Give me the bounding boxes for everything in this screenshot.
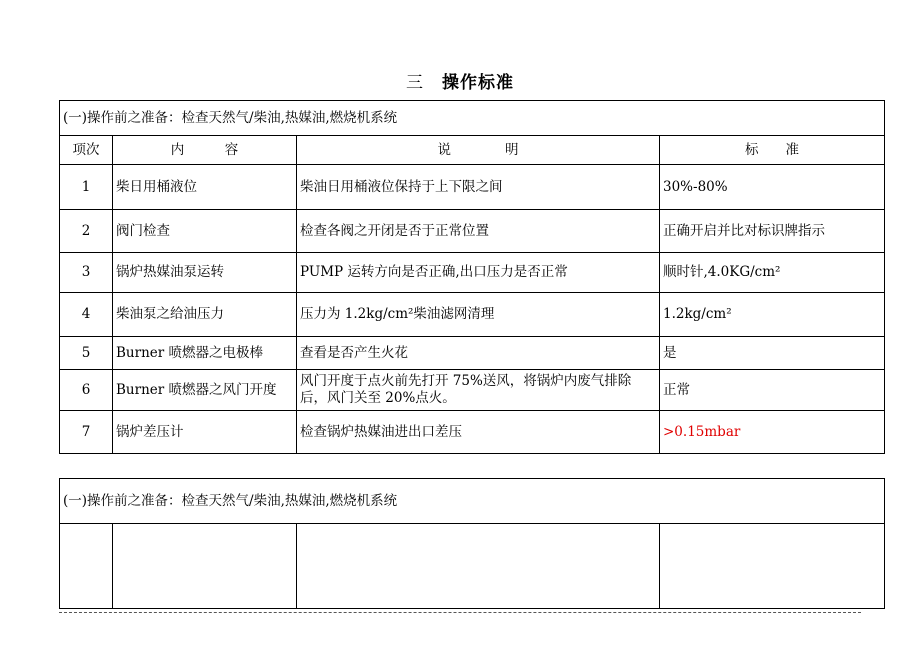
second-section-table: [59, 478, 885, 609]
title-number: 三: [406, 73, 424, 93]
section-header-row: [60, 479, 885, 524]
row-desc: 检查各阀之开闭是否于正常位置: [297, 210, 660, 253]
section-header-row: [60, 101, 885, 136]
row-desc: 检查锅炉热媒油进出口差压: [297, 411, 660, 454]
row-std: 正常: [660, 370, 885, 411]
col-header-item: 内 容: [113, 136, 297, 165]
page-title: [0, 68, 920, 93]
table-row: [60, 165, 885, 210]
table-row: [60, 337, 885, 370]
row-std: 1.2kg/cm²: [660, 293, 885, 337]
table-row: [60, 293, 885, 337]
row-desc: 压力为 1.2kg/cm²柴油滤网清理: [297, 293, 660, 337]
page-cut-line: [59, 612, 861, 613]
row-desc: 风门开度于点火前先打开 75%送风，将锅炉内废气排除后，风门关至 20%点火。: [297, 370, 660, 411]
row-item: Burner 喷燃器之风门开度: [113, 370, 297, 411]
row-desc: PUMP 运转方向是否正确,出口压力是否正常: [297, 253, 660, 293]
row-no: 3: [60, 253, 113, 293]
row-std: 顺时针,4.0KG/cm²: [660, 253, 885, 293]
empty-row: [60, 524, 885, 609]
table-row: [60, 370, 885, 411]
empty-cell: [660, 524, 885, 609]
row-no: 2: [60, 210, 113, 253]
col-header-desc: 说 明: [297, 136, 660, 165]
empty-cell: [113, 524, 297, 609]
empty-cell: [60, 524, 113, 609]
row-item: Burner 喷燃器之电极棒: [113, 337, 297, 370]
table-row: [60, 253, 885, 293]
col-header-no: 项次: [60, 136, 113, 165]
section-header: (一)操作前之准备：检查天然气/柴油,热媒油,燃烧机系统: [60, 101, 885, 136]
row-std: 正确开启并比对标识牌指示: [660, 210, 885, 253]
operation-standard-table: [59, 100, 885, 454]
row-no: 5: [60, 337, 113, 370]
row-std: 30%-80%: [660, 165, 885, 210]
row-std: 是: [660, 337, 885, 370]
empty-cell: [297, 524, 660, 609]
title-text: 操作标准: [442, 73, 514, 93]
row-desc: 查看是否产生火花: [297, 337, 660, 370]
row-item: 阀门检查: [113, 210, 297, 253]
row-item: 锅炉热媒油泵运转: [113, 253, 297, 293]
row-item: 柴日用桶液位: [113, 165, 297, 210]
column-header-row: [60, 136, 885, 165]
row-no: 7: [60, 411, 113, 454]
table-row: [60, 210, 885, 253]
row-no: 6: [60, 370, 113, 411]
row-no: 4: [60, 293, 113, 337]
row-desc: 柴油日用桶液位保持于上下限之间: [297, 165, 660, 210]
row-item: 柴油泵之给油压力: [113, 293, 297, 337]
col-header-std: 标 准: [660, 136, 885, 165]
row-no: 1: [60, 165, 113, 210]
row-std-highlight: >0.15mbar: [660, 411, 885, 454]
table-row: [60, 411, 885, 454]
row-item: 锅炉差压计: [113, 411, 297, 454]
section-header: (一)操作前之准备：检查天然气/柴油,热媒油,燃烧机系统: [60, 479, 885, 524]
